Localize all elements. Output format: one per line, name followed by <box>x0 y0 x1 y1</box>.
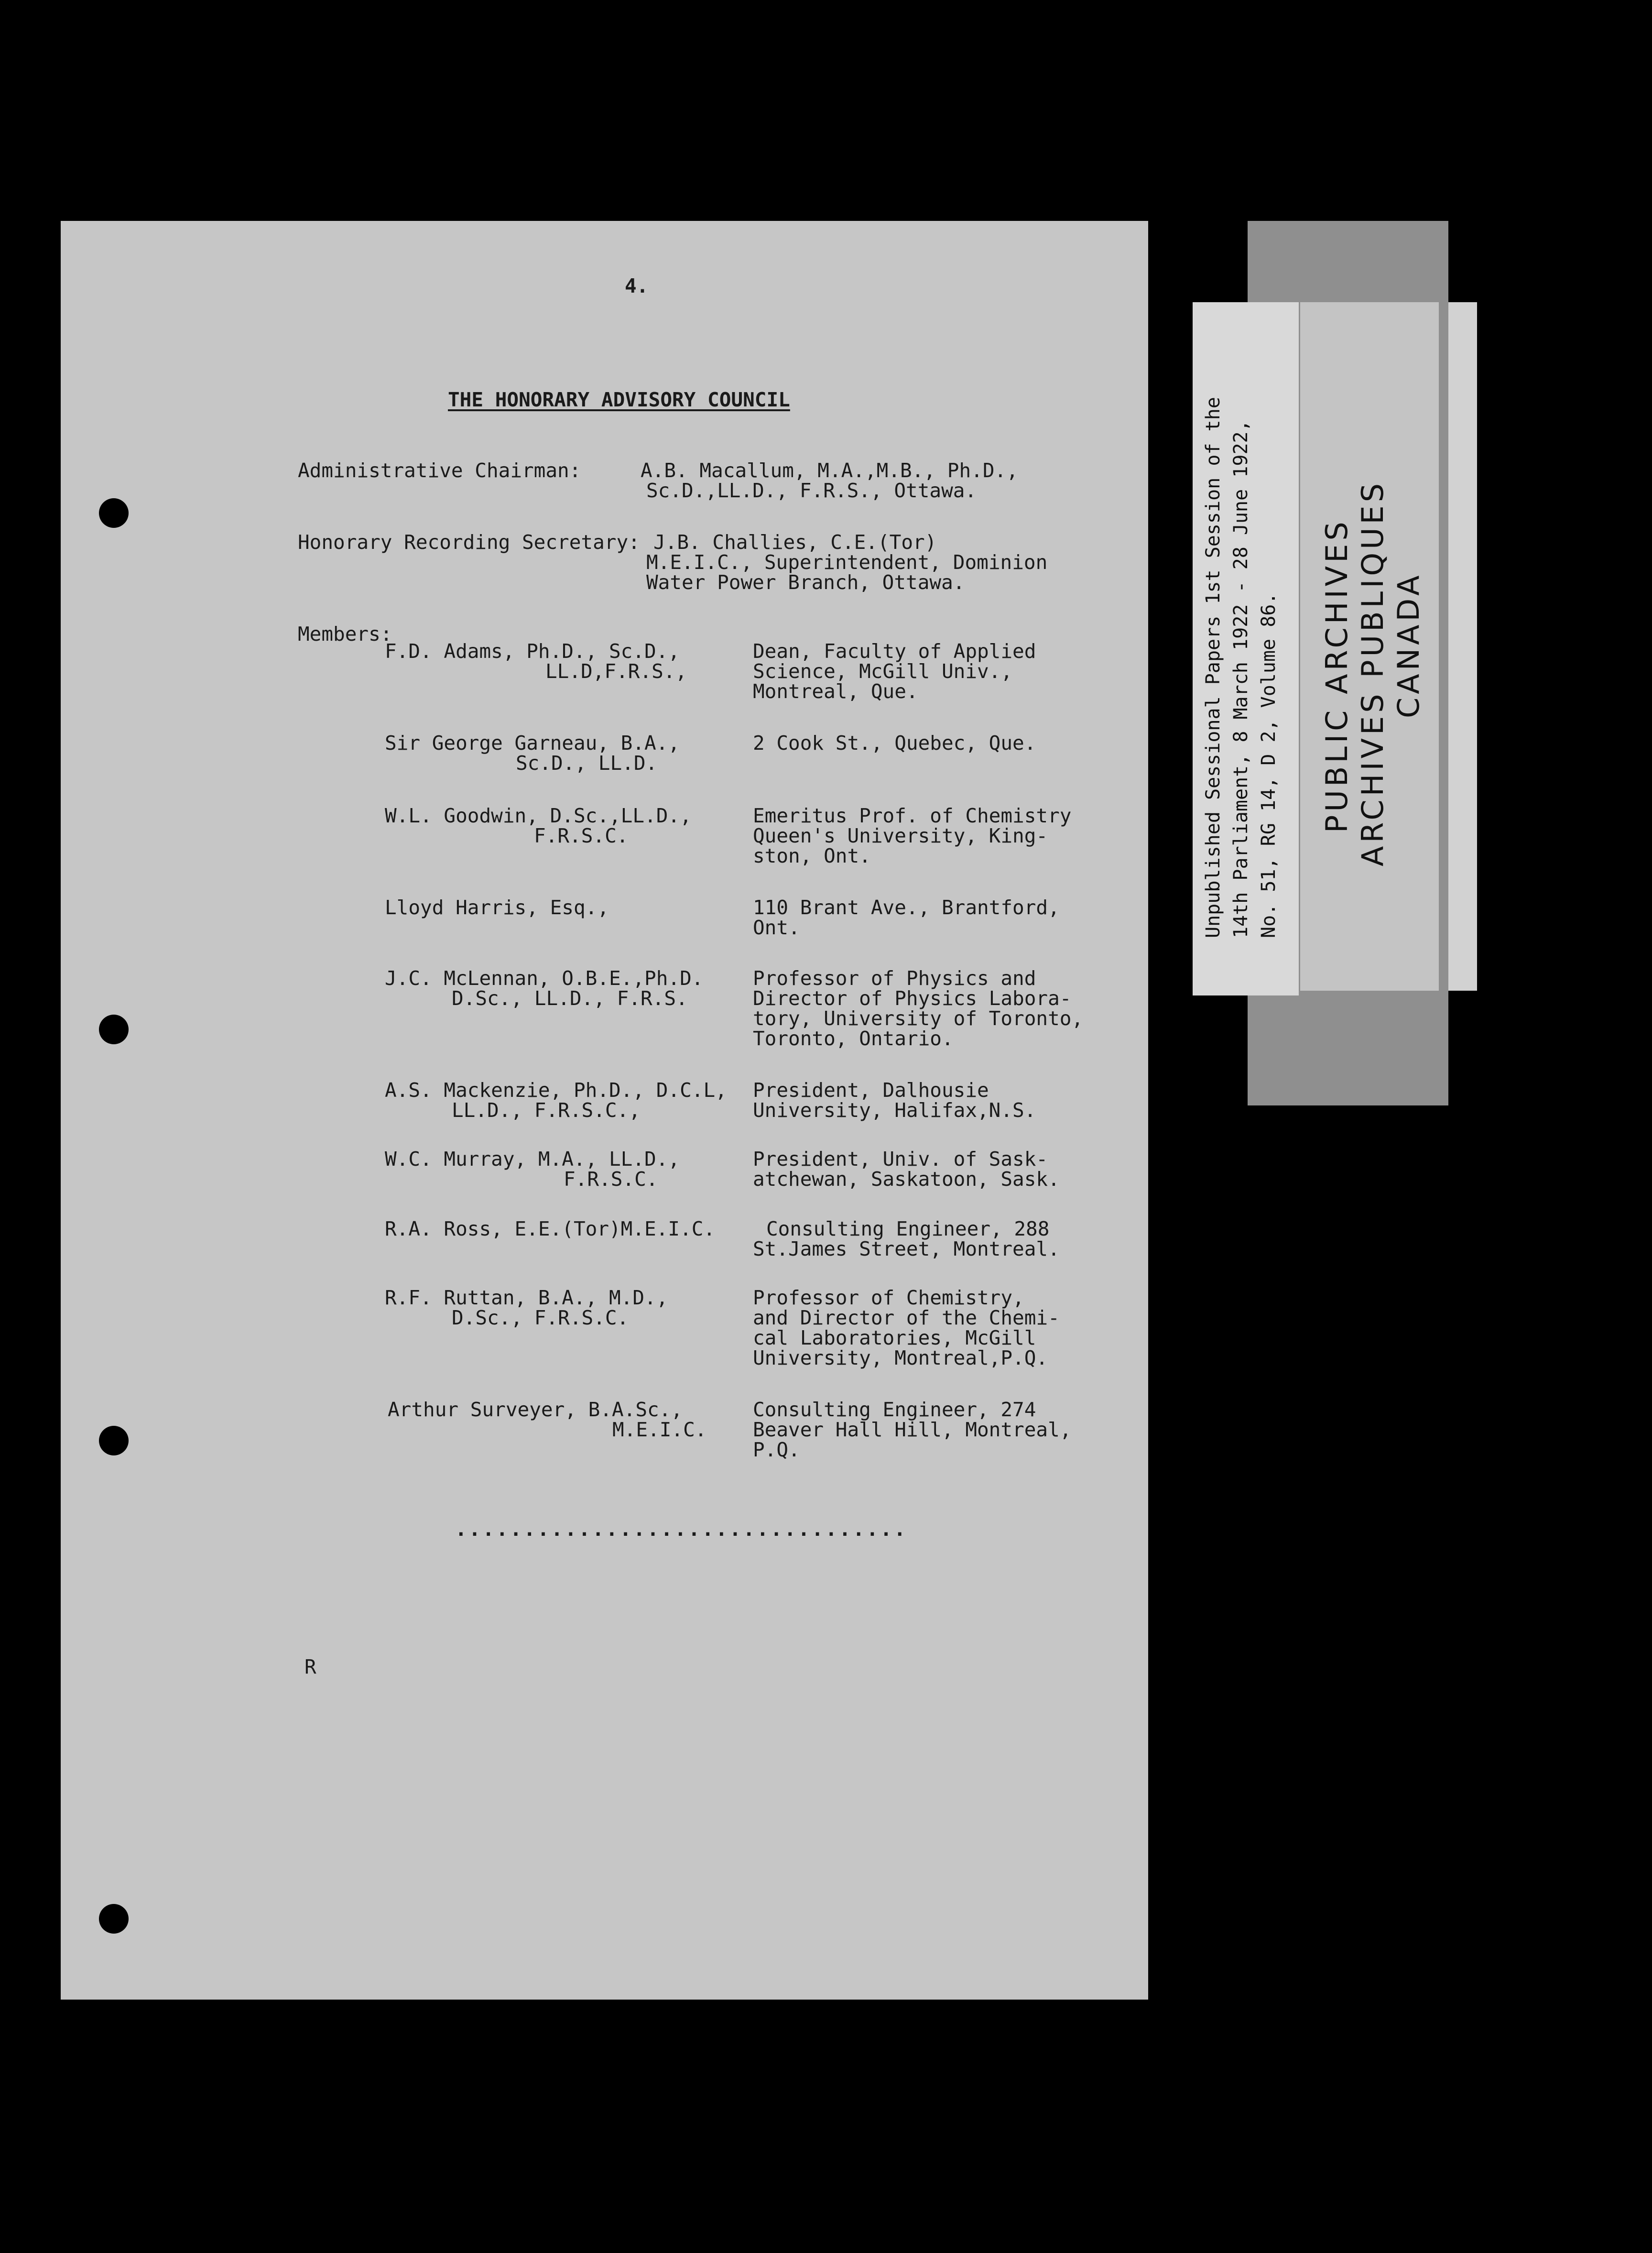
member-desc: Emeritus Prof. of Chemistry <box>753 804 1072 827</box>
member-name: Sir George Garneau, B.A., <box>385 732 680 755</box>
member-desc: University, Halifax,N.S. <box>753 1099 1036 1122</box>
member-desc: P.Q. <box>753 1438 800 1461</box>
member-name: LL.D,F.R.S., <box>545 660 687 683</box>
members-label: Members: <box>298 623 392 645</box>
member-name: Sc.D., LL.D. <box>516 752 658 775</box>
member-name: F.R.S.C. <box>564 1168 658 1191</box>
member-desc: President, Dalhousie <box>753 1079 989 1102</box>
member-desc: Queen's University, King- <box>753 824 1048 847</box>
member-desc: Toronto, Ontario. <box>753 1027 954 1050</box>
member-desc: Beaver Hall Hill, Montreal, <box>753 1418 1072 1441</box>
member-desc: atchewan, Saskatoon, Sask. <box>753 1168 1060 1191</box>
archive-label-strip <box>1448 302 1477 991</box>
member-name: F.R.S.C. <box>534 824 629 847</box>
member-name: W.L. Goodwin, D.Sc.,LL.D., <box>385 804 692 827</box>
member-desc: Ont. <box>753 916 800 939</box>
member-desc: Professor of Chemistry, <box>753 1286 1024 1309</box>
archive-label-line: 14th Parliament, 8 March 1922 - 28 June 1922, <box>1230 420 1252 938</box>
member-name: M.E.I.C. <box>612 1418 707 1441</box>
member-desc: and Director of the Chemi- <box>753 1306 1060 1329</box>
page-title: THE HONORARY ADVISORY COUNCIL <box>448 388 790 411</box>
member-name: Lloyd Harris, Esq., <box>385 896 609 919</box>
member-desc: St.James Street, Montreal. <box>753 1237 1060 1260</box>
stamp-line: ARCHIVES PUBLIQUES <box>1355 480 1390 866</box>
member-name: J.C. McLennan, O.B.E.,Ph.D. <box>385 967 704 990</box>
stamp-line: CANADA <box>1391 572 1426 718</box>
member-desc: Professor of Physics and <box>753 967 1036 990</box>
dotted-rule: ................................. <box>455 1518 908 1541</box>
member-name: W.C. Murray, M.A., LL.D., <box>385 1148 680 1170</box>
member-name: F.D. Adams, Ph.D., Sc.D., <box>385 640 680 663</box>
archive-reference-label <box>1193 302 1299 995</box>
punch-hole <box>99 498 129 528</box>
archive-label-line: No. 51, RG 14, D 2, Volume 86. <box>1258 592 1280 938</box>
member-desc: Science, McGill Univ., <box>753 660 1013 683</box>
archive-label-line: Unpublished Sessional Papers 1st Session of the <box>1202 397 1224 938</box>
chairman-line: Sc.D.,LL.D., F.R.S., Ottawa. <box>646 479 977 502</box>
member-desc: Consulting Engineer, 274 <box>753 1398 1036 1421</box>
document-page <box>61 221 1148 2000</box>
member-desc: 2 Cook St., Quebec, Que. <box>753 732 1036 755</box>
member-name: Arthur Surveyer, B.A.Sc., <box>388 1398 683 1421</box>
member-desc: President, Univ. of Sask- <box>753 1148 1048 1170</box>
member-desc: Director of Physics Labora- <box>753 987 1072 1010</box>
secretary-label: Honorary Recording Secretary: <box>298 531 640 554</box>
footer-mark: R <box>304 1655 316 1678</box>
member-name: D.Sc., F.R.S.C. <box>452 1306 629 1329</box>
stamp-line: PUBLIC ARCHIVES <box>1319 518 1354 833</box>
member-desc: tory, University of Toronto, <box>753 1007 1084 1030</box>
member-name: A.S. Mackenzie, Ph.D., D.C.L, <box>385 1079 727 1102</box>
chairman-label: Administrative Chairman: <box>298 459 581 482</box>
chairman-line: A.B. Macallum, M.A.,M.B., Ph.D., <box>641 459 1018 482</box>
member-name: R.A. Ross, E.E.(Tor)M.E.I.C. <box>385 1217 716 1240</box>
punch-hole <box>99 1904 129 1934</box>
member-desc: cal Laboratories, McGill <box>753 1326 1036 1349</box>
archives-stamp <box>1300 302 1439 991</box>
member-name: R.F. Ruttan, B.A., M.D., <box>385 1286 668 1309</box>
member-desc: Consulting Engineer, 288 <box>766 1217 1050 1240</box>
member-desc: University, Montreal,P.Q. <box>753 1346 1048 1369</box>
secretary-line: M.E.I.C., Superintendent, Dominion <box>646 551 1048 574</box>
member-desc: Dean, Faculty of Applied <box>753 640 1036 663</box>
member-name: D.Sc., LL.D., F.R.S. <box>452 987 688 1010</box>
punch-hole <box>99 1426 129 1455</box>
member-desc: 110 Brant Ave., Brantford, <box>753 896 1060 919</box>
member-name: LL.D., F.R.S.C., <box>452 1099 641 1122</box>
secretary-line: J.B. Challies, C.E.(Tor) <box>653 531 937 554</box>
member-desc: ston, Ont. <box>753 844 871 867</box>
page-number: 4. <box>625 274 649 297</box>
member-desc: Montreal, Que. <box>753 680 918 703</box>
secretary-line: Water Power Branch, Ottawa. <box>646 571 965 594</box>
punch-hole <box>99 1015 129 1044</box>
